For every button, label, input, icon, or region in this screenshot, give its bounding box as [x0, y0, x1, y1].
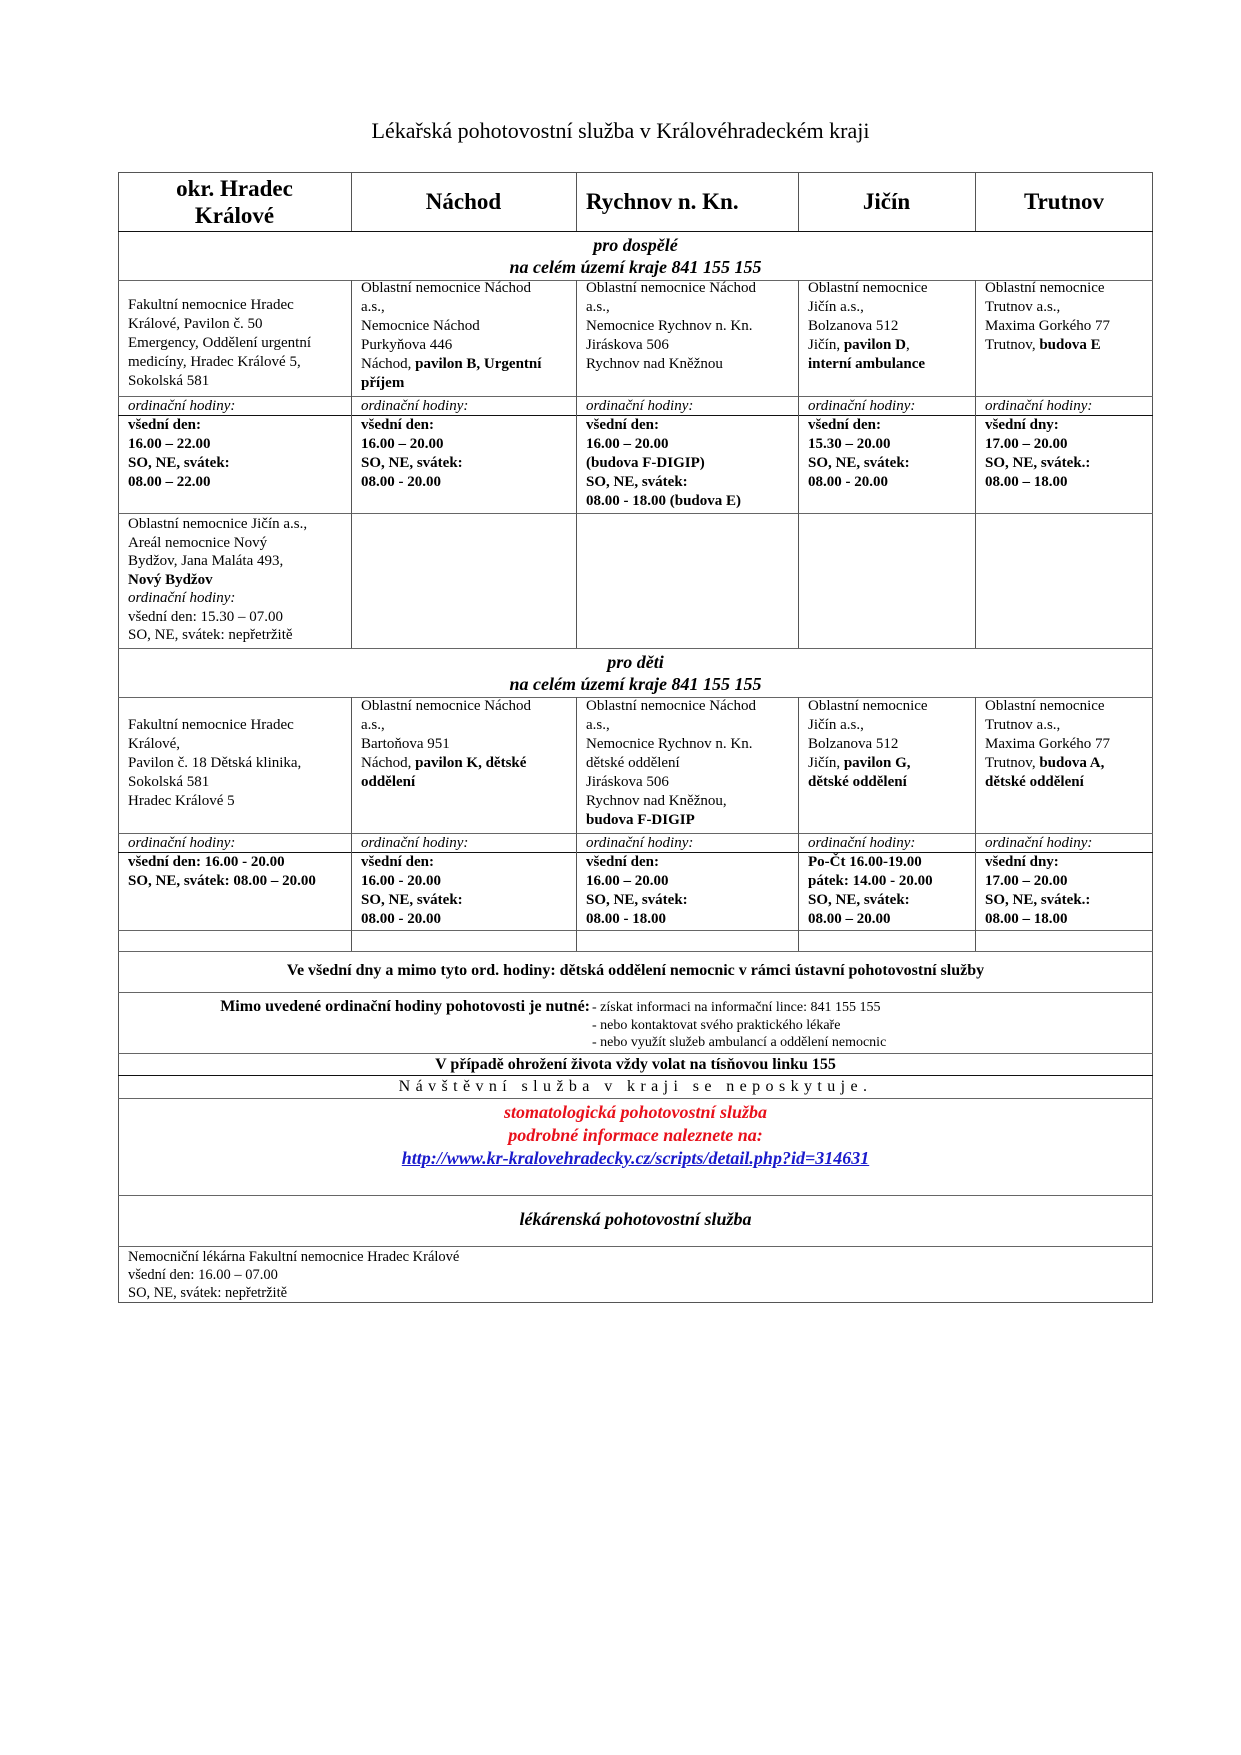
hours-line: SO, NE, svátek:: [361, 892, 463, 908]
text-line: Oblastní nemocnice: [985, 280, 1105, 296]
text-bold: pavilon K, dětské: [415, 755, 527, 771]
address-rychnov-children: [576, 697, 798, 830]
divider: [118, 1246, 1153, 1247]
text-line: Oblastní nemocnice: [808, 698, 928, 714]
hours-label: ordinační hodiny:: [128, 398, 236, 414]
hours-nachod-children: [351, 853, 576, 929]
text-line: Trutnov,: [985, 755, 1040, 771]
text-bold: Nový Bydžov: [128, 571, 213, 588]
section-heading-children: [118, 651, 1153, 695]
hours-line: všední den:: [808, 417, 881, 433]
address-trutnov-children: [975, 697, 1153, 792]
text-line: Nemocniční lékárna Fakultní nemocnice Hradec Králové: [128, 1249, 460, 1265]
hours-label: ordinační hodiny:: [128, 835, 236, 851]
hours-hk-children: [118, 853, 351, 891]
text-line: a.s.,: [361, 717, 385, 733]
dental-heading: stomatologická pohotovostní služba: [503, 1102, 768, 1122]
weekday-note: Ve všední dny a mimo tyto ord. hodiny: dětská oddělení nemocnic v rámci ústavní pohotovostní služby: [286, 962, 985, 979]
text-line: Areál nemocnice Nový: [128, 534, 268, 551]
hours-line: SO, NE, svátek.:: [985, 455, 1091, 471]
text-line: Sokolská 581: [128, 373, 210, 389]
no-visits-note: Návštěvní služba v kraji se neposkytuje.: [398, 1078, 873, 1095]
hours-line: všední den:: [361, 417, 434, 433]
hours-rychnov-adults: [576, 416, 798, 511]
text-line: Nemocnice Rychnov n. Kn.: [586, 318, 753, 334]
divider: [118, 951, 1153, 952]
hours-label: ordinační hodiny:: [985, 398, 1093, 414]
text-line: Trutnov a.s.,: [985, 717, 1061, 733]
text-line: Jiráskova 506: [586, 337, 669, 353]
column-header-nachod: Náchod: [425, 189, 502, 214]
hours-line: všední den: 15.30 – 07.00: [128, 608, 283, 625]
address-trutnov-adults: [975, 279, 1153, 355]
hours-line: SO, NE, svátek:: [808, 892, 910, 908]
address-nachod-adults: [351, 279, 576, 393]
hours-line: všední den:: [586, 854, 659, 870]
text-line: Fakultní nemocnice Hradec: [128, 717, 294, 733]
hours-line: 16.00 – 22.00: [128, 436, 211, 452]
hours-label: ordinační hodiny:: [586, 835, 694, 851]
hours-line: SO, NE, svátek:: [128, 455, 230, 471]
text-line: a.s.,: [586, 717, 610, 733]
text-line: Jičín,: [808, 337, 844, 353]
text-line: Náchod,: [361, 755, 416, 771]
text-line: Rychnov nad Kněžnou: [586, 356, 723, 372]
text-line: Nemocnice Rychnov n. Kn.: [586, 736, 753, 752]
hours-line: 16.00 – 20.00: [586, 873, 669, 889]
hours-line: 08.00 - 20.00: [361, 911, 441, 927]
text-bold: pavilon B, Urgentní: [415, 356, 542, 372]
text-bold: budova F-DIGIP: [586, 812, 695, 828]
section-heading-adults: [118, 234, 1153, 278]
text-bold: dětské oddělení: [808, 774, 907, 790]
outside-hours-label: Mimo uvedené ordinační hodiny pohotovosti je nutné:: [220, 998, 590, 1015]
hours-line: 08.00 - 20.00: [361, 474, 441, 490]
dental-info-link[interactable]: http://www.kr-kralovehradecky.cz/scripts/detail.php?id=314631: [401, 1148, 870, 1168]
hours-line: SO, NE, svátek:: [808, 455, 910, 471]
text-line: Králové,: [128, 736, 181, 752]
dental-link-row: [118, 1147, 1153, 1170]
text-line: Náchod,: [361, 356, 416, 372]
hours-line: všední den:: [128, 417, 201, 433]
text-line: a.s.,: [361, 299, 385, 315]
text-bold: příjem: [361, 375, 405, 391]
text-line: Bolzanova 512: [808, 318, 899, 334]
hours-line: 08.00 – 20.00: [808, 911, 891, 927]
hours-line: SO, NE, svátek.:: [985, 892, 1091, 908]
text-line: dětské oddělení: [586, 755, 680, 771]
hours-label: ordinační hodiny:: [808, 835, 916, 851]
dental-section: [118, 1101, 1153, 1147]
list-item: - získat informaci na informační lince: 841 155 155: [592, 1000, 881, 1015]
text-line: Jičín a.s.,: [808, 717, 864, 733]
text-line: Nemocnice Náchod: [361, 318, 480, 334]
hours-label: ordinační hodiny:: [361, 835, 469, 851]
text-line: Králové, Pavilon č. 50: [128, 316, 263, 332]
hours-line: všední den: 16.00 - 20.00: [128, 854, 285, 870]
hours-line: 15.30 – 20.00: [808, 436, 891, 452]
address-nachod-children: [351, 697, 576, 792]
emergency-service-table: [118, 172, 1153, 1303]
outside-hours-list: [592, 999, 1112, 1052]
header-text: Králové: [194, 202, 275, 228]
address-jicin-children: [798, 697, 975, 792]
hours-line: SO, NE, svátek: nepřetržitě: [128, 627, 293, 643]
hours-line: 08.00 – 18.00: [985, 911, 1068, 927]
text-bold: dětské oddělení: [985, 774, 1084, 790]
address-jicin-adults: [798, 279, 975, 374]
hours-trutnov-adults: [975, 416, 1153, 492]
hours-label: ordinační hodiny:: [985, 835, 1093, 851]
dental-info: podrobné informace naleznete na:: [508, 1125, 763, 1145]
divider: [118, 1053, 1153, 1054]
hours-line: SO, NE, svátek:: [586, 474, 688, 490]
column-header-jicin: Jičín: [862, 189, 911, 214]
column-header-rychnov: Rychnov n. Kn.: [586, 189, 739, 214]
hours-label: ordinační hodiny:: [128, 590, 236, 606]
hours-line: 17.00 – 20.00: [985, 436, 1068, 452]
text-line: Oblastní nemocnice: [808, 280, 928, 296]
text-line: Oblastní nemocnice Náchod: [361, 698, 531, 714]
page-title: Lékařská pohotovostní služba v Královéhradeckém kraji: [371, 118, 870, 143]
text-line: Jiráskova 506: [586, 774, 669, 790]
text-line: Oblastní nemocnice Náchod: [586, 698, 756, 714]
section-title: pro děti: [607, 652, 664, 672]
hours-line: SO, NE, svátek: 08.00 – 20.00: [128, 873, 316, 889]
divider: [118, 930, 1153, 931]
text-line: Bolzanova 512: [808, 736, 899, 752]
text-line: Maxima Gorkého 77: [985, 318, 1110, 334]
text-line: Oblastní nemocnice Náchod: [586, 280, 756, 296]
text-line: Trutnov a.s.,: [985, 299, 1061, 315]
hours-line: 16.00 - 20.00: [361, 873, 441, 889]
section-phone: na celém území kraje 841 155 155: [509, 257, 762, 277]
text-bold: pavilon G,: [843, 755, 911, 771]
text-line: ,: [905, 337, 910, 353]
list-item: - nebo kontaktovat svého praktického lékaře: [592, 1017, 841, 1033]
hours-label: ordinační hodiny:: [361, 398, 469, 414]
text-line: Oblastní nemocnice Jičín a.s.,: [128, 516, 308, 532]
divider: [118, 648, 1153, 649]
divider: [118, 992, 1153, 993]
hours-line: 16.00 – 20.00: [361, 436, 444, 452]
emergency-note: V případě ohrožení života vždy volat na tísňovou linku 155: [435, 1056, 836, 1073]
text-line: SO, NE, svátek: nepřetržitě: [128, 1285, 288, 1301]
text-bold: pavilon D: [843, 337, 906, 353]
divider: [118, 513, 1153, 514]
text-line: Bydžov, Jana Maláta 493,: [128, 553, 284, 569]
hours-line: 08.00 - 20.00: [808, 474, 888, 490]
list-item: - nebo využít služeb ambulancí a oddělení nemocnic: [592, 1035, 887, 1050]
text-line: Maxima Gorkého 77: [985, 736, 1110, 752]
hours-label: ordinační hodiny:: [808, 398, 916, 414]
hours-line: Po-Čt 16.00-19.00: [808, 854, 922, 870]
text-line: Fakultní nemocnice Hradec: [128, 297, 294, 313]
address-novy-bydzov: [118, 515, 351, 645]
header-text: okr. Hradec: [176, 175, 293, 201]
hours-line: 08.00 – 22.00: [128, 474, 211, 490]
text-line: Sokolská 581: [128, 774, 210, 790]
hours-hk-adults: [118, 416, 351, 492]
hours-line: všední dny:: [985, 854, 1059, 870]
hours-jicin-adults: [798, 416, 975, 492]
hours-line: pátek: 14.00 - 20.00: [808, 873, 933, 889]
hours-rychnov-children: [576, 853, 798, 929]
hours-jicin-children: [798, 853, 975, 929]
text-line: Emergency, Oddělení urgentní: [128, 335, 312, 351]
text-line: Jičín a.s.,: [808, 299, 864, 315]
address-rychnov-adults: [576, 279, 798, 374]
text-line: všední den: 16.00 – 07.00: [128, 1267, 278, 1283]
pharmacy-details: [118, 1248, 1153, 1302]
pharmacy-heading: lékárenská pohotovostní služba: [519, 1209, 752, 1229]
divider: [118, 231, 1153, 232]
text-bold: budova A,: [1039, 755, 1105, 771]
hours-line: 08.00 - 18.00 (budova E): [586, 493, 742, 509]
section-phone: na celém území kraje 841 155 155: [509, 674, 762, 694]
address-hk-adults: [118, 296, 351, 391]
text-line: Purkyňova 446: [361, 337, 453, 353]
hours-line: všední den:: [361, 854, 434, 870]
hours-line: 08.00 – 18.00: [985, 474, 1068, 490]
divider: [118, 1075, 1153, 1076]
text-bold: budova E: [1039, 337, 1101, 353]
text-line: Rychnov nad Kněžnou,: [586, 793, 727, 809]
text-line: a.s.,: [586, 299, 610, 315]
text-line: Oblastní nemocnice: [985, 698, 1105, 714]
address-hk-children: [118, 716, 351, 811]
text-line: Pavilon č. 18 Dětská klinika,: [128, 755, 302, 771]
hours-label: ordinační hodiny:: [586, 398, 694, 414]
hours-line: (budova F-DIGIP): [586, 455, 705, 471]
hours-line: 16.00 – 20.00: [586, 436, 669, 452]
text-line: Oblastní nemocnice Náchod: [361, 280, 531, 296]
column-header-trutnov: Trutnov: [1023, 189, 1105, 214]
text-bold: interní ambulance: [808, 356, 926, 372]
text-line: medicíny, Hradec Králové 5,: [128, 354, 301, 370]
text-line: Trutnov,: [985, 337, 1040, 353]
hours-line: 08.00 - 18.00: [586, 911, 666, 927]
hours-line: SO, NE, svátek:: [361, 455, 463, 471]
divider: [118, 1195, 1153, 1196]
hours-line: všední dny:: [985, 417, 1059, 433]
section-title: pro dospělé: [593, 235, 678, 255]
hours-line: 17.00 – 20.00: [985, 873, 1068, 889]
text-bold: oddělení: [361, 774, 416, 790]
text-line: Bartoňova 951: [361, 736, 450, 752]
text-line: Hradec Králové 5: [128, 793, 235, 809]
text-line: Jičín,: [808, 755, 844, 771]
hours-nachod-adults: [351, 416, 576, 492]
hours-trutnov-children: [975, 853, 1153, 929]
divider: [118, 1098, 1153, 1099]
hours-line: SO, NE, svátek:: [586, 892, 688, 908]
hours-line: všední den:: [586, 417, 659, 433]
column-header-hradec-kralove: [118, 172, 351, 231]
